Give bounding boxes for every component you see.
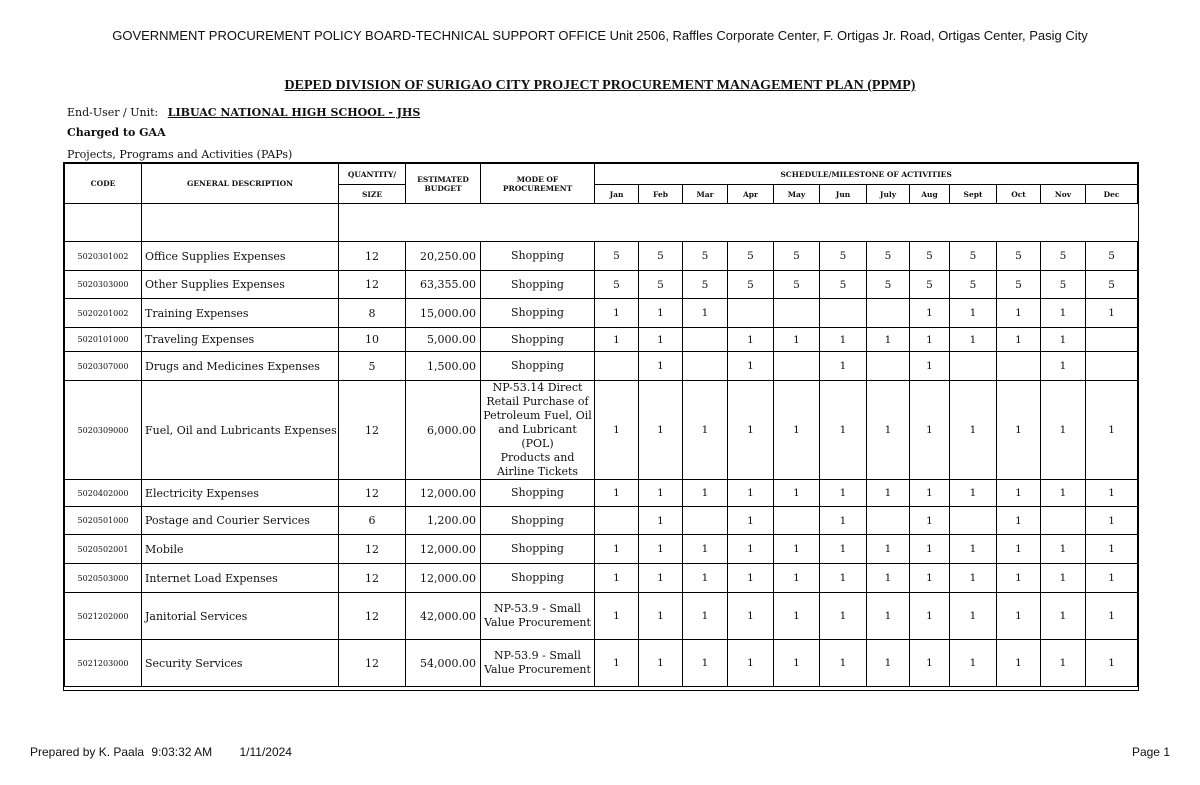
schedule-cell: 1	[910, 381, 950, 480]
item-budget: 20,250.00	[406, 242, 481, 271]
schedule-cell	[1086, 328, 1138, 352]
item-budget: 12,000.00	[406, 564, 481, 593]
schedule-cell: 1	[1041, 535, 1086, 564]
schedule-cell: 1	[683, 564, 728, 593]
schedule-cell	[1041, 507, 1086, 535]
schedule-cell: 1	[910, 535, 950, 564]
schedule-cell: 1	[1086, 564, 1138, 593]
mode-line: Shopping	[511, 513, 564, 527]
schedule-cell: 1	[1041, 480, 1086, 507]
mode-line: Shopping	[511, 277, 564, 291]
item-description: Internet Load Expenses	[142, 564, 339, 593]
schedule-cell: 1	[639, 299, 683, 328]
schedule-cell: 1	[639, 640, 683, 687]
month-header: Sept	[950, 185, 997, 204]
schedule-cell	[867, 299, 910, 328]
item-code: 5020201002	[65, 299, 142, 328]
schedule-cell: 1	[595, 299, 639, 328]
schedule-cell: 1	[1041, 299, 1086, 328]
schedule-cell	[595, 352, 639, 381]
mode-line: Value Procurement	[484, 663, 591, 676]
schedule-cell: 1	[595, 640, 639, 687]
item-quantity: 12	[339, 271, 406, 299]
schedule-cell: 1	[950, 299, 997, 328]
item-budget: 12,000.00	[406, 535, 481, 564]
charged-to-label: Charged to GAA	[67, 126, 166, 139]
item-mode	[481, 593, 595, 640]
month-header: Dec	[1086, 185, 1138, 204]
schedule-cell: 1	[950, 593, 997, 640]
schedule-cell: 1	[1086, 381, 1138, 480]
mode-line: Shopping	[511, 306, 564, 319]
schedule-cell	[1086, 352, 1138, 381]
schedule-cell: 5	[774, 242, 820, 271]
item-quantity: 12	[339, 480, 406, 507]
schedule-cell: 1	[595, 480, 639, 507]
schedule-cell: 1	[820, 535, 867, 564]
footer-prepared	[30, 745, 296, 759]
ppmp-table	[64, 163, 1138, 687]
schedule-cell: 1	[1041, 640, 1086, 687]
schedule-cell: 1	[867, 564, 910, 593]
schedule-cell: 1	[867, 381, 910, 480]
schedule-cell: 1	[639, 381, 683, 480]
schedule-cell: 5	[867, 271, 910, 299]
item-description: Fuel, Oil and Lubricants Expenses	[142, 381, 339, 480]
item-budget: 5,000.00	[406, 328, 481, 352]
item-quantity: 12	[339, 242, 406, 271]
schedule-cell: 1	[867, 480, 910, 507]
schedule-cell: 1	[950, 535, 997, 564]
schedule-cell	[774, 299, 820, 328]
item-mode	[481, 299, 595, 328]
schedule-cell	[774, 352, 820, 381]
schedule-cell: 1	[950, 640, 997, 687]
item-budget: 1,500.00	[406, 352, 481, 381]
schedule-cell: 1	[683, 381, 728, 480]
table-row	[65, 328, 1138, 352]
schedule-cell: 5	[820, 271, 867, 299]
blank-row	[65, 204, 1138, 242]
schedule-cell: 1	[595, 381, 639, 480]
item-quantity: 12	[339, 564, 406, 593]
schedule-cell: 1	[774, 381, 820, 480]
item-mode	[481, 507, 595, 535]
item-quantity: 8	[339, 299, 406, 328]
schedule-cell: 1	[728, 535, 774, 564]
schedule-cell: 5	[820, 242, 867, 271]
header-budget: ESTIMATED BUDGET	[406, 164, 481, 204]
blank-cell	[142, 204, 339, 242]
schedule-cell: 1	[728, 480, 774, 507]
schedule-cell: 1	[867, 328, 910, 352]
end-user-label: End-User / Unit:	[67, 106, 159, 119]
table-row	[65, 593, 1138, 640]
schedule-cell: 1	[1086, 299, 1138, 328]
schedule-cell	[683, 352, 728, 381]
schedule-cell: 1	[728, 507, 774, 535]
schedule-cell: 5	[867, 242, 910, 271]
header-code: CODE	[65, 164, 142, 204]
schedule-cell: 1	[1041, 593, 1086, 640]
blank-cell	[65, 204, 142, 242]
schedule-cell: 5	[728, 271, 774, 299]
item-description: Janitorial Services	[142, 593, 339, 640]
item-code: 5020501000	[65, 507, 142, 535]
item-mode	[481, 535, 595, 564]
item-code: 5020307000	[65, 352, 142, 381]
item-code: 5020502001	[65, 535, 142, 564]
mode-line: NP-53.9 - Small	[494, 649, 581, 662]
prepared-date: 1/11/2024	[239, 745, 292, 759]
schedule-cell	[950, 352, 997, 381]
mode-line: Products and	[500, 451, 575, 464]
mode-line: Shopping	[511, 542, 564, 555]
mode-line: Shopping	[511, 571, 564, 584]
item-mode	[481, 242, 595, 271]
schedule-cell: 1	[950, 480, 997, 507]
item-description: Other Supplies Expenses	[142, 271, 339, 299]
schedule-cell: 1	[820, 480, 867, 507]
schedule-cell	[820, 299, 867, 328]
schedule-cell: 1	[639, 328, 683, 352]
item-budget: 54,000.00	[406, 640, 481, 687]
schedule-cell: 5	[910, 271, 950, 299]
item-description: Mobile	[142, 535, 339, 564]
schedule-cell: 1	[997, 564, 1041, 593]
month-header: Oct	[997, 185, 1041, 204]
schedule-cell: 5	[595, 242, 639, 271]
item-description: Traveling Expenses	[142, 328, 339, 352]
header-quantity: QUANTITY/	[339, 164, 406, 185]
schedule-cell: 1	[639, 352, 683, 381]
schedule-cell: 1	[1041, 381, 1086, 480]
item-description: Training Expenses	[142, 299, 339, 328]
schedule-cell: 1	[639, 564, 683, 593]
schedule-cell: 1	[1086, 535, 1138, 564]
month-header: Apr	[728, 185, 774, 204]
schedule-cell: 1	[910, 328, 950, 352]
schedule-cell: 5	[997, 271, 1041, 299]
schedule-cell: 1	[683, 480, 728, 507]
schedule-cell: 1	[774, 564, 820, 593]
schedule-cell: 1	[639, 507, 683, 535]
month-header: Jun	[820, 185, 867, 204]
schedule-cell: 1	[820, 507, 867, 535]
schedule-cell: 1	[683, 640, 728, 687]
item-quantity: 10	[339, 328, 406, 352]
schedule-cell: 1	[1086, 480, 1138, 507]
mode-line: Shopping	[511, 249, 564, 262]
month-header: Nov	[1041, 185, 1086, 204]
schedule-cell: 1	[910, 352, 950, 381]
item-mode	[481, 564, 595, 593]
prepared-by: Prepared by K. Paala	[30, 745, 145, 759]
schedule-cell	[728, 299, 774, 328]
schedule-cell: 1	[728, 593, 774, 640]
schedule-cell: 1	[867, 640, 910, 687]
schedule-cell: 1	[774, 593, 820, 640]
item-quantity: 5	[339, 352, 406, 381]
schedule-cell: 1	[950, 564, 997, 593]
schedule-cell: 1	[867, 593, 910, 640]
paps-label: Projects, Programs and Activities (PAPs)	[67, 148, 293, 161]
item-mode	[481, 381, 595, 480]
table-row	[65, 242, 1138, 271]
end-user-value: LIBUAC NATIONAL HIGH SCHOOL - JHS	[167, 106, 421, 119]
schedule-cell: 1	[728, 381, 774, 480]
mode-line: (POL)	[521, 437, 554, 450]
item-budget: 42,000.00	[406, 593, 481, 640]
schedule-cell: 1	[997, 507, 1041, 535]
schedule-cell: 5	[683, 242, 728, 271]
mode-line: Shopping	[511, 359, 564, 372]
schedule-cell: 5	[595, 271, 639, 299]
table-row	[65, 352, 1138, 381]
item-quantity: 12	[339, 593, 406, 640]
item-description: Postage and Courier Services	[142, 507, 339, 535]
schedule-cell: 1	[820, 640, 867, 687]
schedule-cell: 1	[774, 480, 820, 507]
schedule-cell: 1	[728, 328, 774, 352]
item-budget: 12,000.00	[406, 480, 481, 507]
header-schedule: SCHEDULE/MILESTONE OF ACTIVITIES	[595, 164, 1138, 185]
item-mode	[481, 480, 595, 507]
schedule-cell: 5	[639, 271, 683, 299]
schedule-cell: 1	[910, 593, 950, 640]
schedule-cell: 1	[1086, 507, 1138, 535]
schedule-cell: 1	[820, 593, 867, 640]
item-mode	[481, 328, 595, 352]
schedule-cell: 5	[950, 242, 997, 271]
schedule-cell: 1	[997, 381, 1041, 480]
schedule-cell: 1	[910, 480, 950, 507]
schedule-cell: 1	[595, 564, 639, 593]
page-number: Page 1	[1131, 745, 1170, 759]
header-description: GENERAL DESCRIPTION	[142, 164, 339, 204]
item-description: Drugs and Medicines Expenses	[142, 352, 339, 381]
schedule-cell: 1	[595, 328, 639, 352]
schedule-cell: 1	[950, 328, 997, 352]
schedule-cell: 1	[910, 640, 950, 687]
schedule-cell: 1	[639, 593, 683, 640]
schedule-cell: 1	[683, 535, 728, 564]
schedule-cell: 1	[910, 564, 950, 593]
mode-line: Value Procurement	[484, 616, 591, 629]
item-quantity: 6	[339, 507, 406, 535]
schedule-cell: 1	[1086, 640, 1138, 687]
item-mode	[481, 640, 595, 687]
blank-cell	[339, 204, 1138, 242]
item-budget: 1,200.00	[406, 507, 481, 535]
item-budget: 63,355.00	[406, 271, 481, 299]
schedule-cell	[867, 507, 910, 535]
mode-line: NP-53.14 Direct	[492, 381, 583, 394]
table-row	[65, 535, 1138, 564]
item-quantity: 12	[339, 381, 406, 480]
office-header: GOVERNMENT PROCUREMENT POLICY BOARD-TECHNICAL SUPPORT OFFICE Unit 2506, Raffles Corporate Center, F. Ortigas Jr. Road, Ortigas Center, Pasig City	[112, 28, 1088, 43]
schedule-cell: 1	[774, 640, 820, 687]
schedule-cell: 5	[774, 271, 820, 299]
header-size: SIZE	[339, 185, 406, 204]
schedule-cell: 5	[1041, 271, 1086, 299]
schedule-cell	[683, 328, 728, 352]
schedule-cell	[950, 507, 997, 535]
schedule-cell: 5	[950, 271, 997, 299]
schedule-cell: 1	[728, 640, 774, 687]
mode-line: Shopping	[511, 332, 564, 346]
schedule-cell: 1	[997, 299, 1041, 328]
month-header: Feb	[639, 185, 683, 204]
table-row	[65, 299, 1138, 328]
schedule-cell: 1	[1041, 352, 1086, 381]
schedule-cell: 5	[1041, 242, 1086, 271]
schedule-cell	[867, 352, 910, 381]
schedule-cell: 1	[820, 564, 867, 593]
item-description: Office Supplies Expenses	[142, 242, 339, 271]
item-code: 5020309000	[65, 381, 142, 480]
schedule-cell: 1	[910, 507, 950, 535]
schedule-cell: 1	[820, 381, 867, 480]
item-code: 5020303000	[65, 271, 142, 299]
month-header: Aug	[910, 185, 950, 204]
schedule-cell: 5	[997, 242, 1041, 271]
schedule-cell: 1	[683, 299, 728, 328]
item-quantity: 12	[339, 640, 406, 687]
schedule-cell: 1	[774, 535, 820, 564]
mode-line: NP-53.9 - Small	[494, 602, 581, 615]
schedule-cell: 1	[997, 640, 1041, 687]
table-row	[65, 381, 1138, 480]
schedule-cell: 1	[639, 480, 683, 507]
item-description: Security Services	[142, 640, 339, 687]
item-budget: 15,000.00	[406, 299, 481, 328]
item-code: 5020402000	[65, 480, 142, 507]
schedule-cell: 1	[728, 352, 774, 381]
schedule-cell: 1	[820, 328, 867, 352]
month-header: May	[774, 185, 820, 204]
item-description: Electricity Expenses	[142, 480, 339, 507]
schedule-cell: 1	[997, 480, 1041, 507]
schedule-cell	[774, 507, 820, 535]
mode-line: Airline Tickets	[496, 465, 579, 478]
table-row	[65, 507, 1138, 535]
header-mode: MODE OF PROCUREMENT	[481, 164, 595, 204]
schedule-cell: 1	[774, 328, 820, 352]
item-code: 5021202000	[65, 593, 142, 640]
schedule-cell: 1	[595, 593, 639, 640]
end-user-line	[67, 106, 420, 119]
table-row	[65, 480, 1138, 507]
schedule-cell: 5	[683, 271, 728, 299]
mode-line: Shopping	[511, 486, 564, 499]
item-code: 5020301002	[65, 242, 142, 271]
month-header: Jan	[595, 185, 639, 204]
schedule-cell: 1	[639, 535, 683, 564]
schedule-cell	[595, 507, 639, 535]
schedule-cell: 1	[1041, 328, 1086, 352]
schedule-cell: 1	[728, 564, 774, 593]
prepared-time: 9:03:32 AM	[151, 745, 213, 759]
schedule-cell: 1	[997, 593, 1041, 640]
schedule-cell: 1	[1086, 593, 1138, 640]
schedule-cell: 5	[728, 242, 774, 271]
schedule-cell: 1	[820, 352, 867, 381]
table-row	[65, 271, 1138, 299]
schedule-cell: 1	[997, 328, 1041, 352]
schedule-cell: 5	[1086, 242, 1138, 271]
schedule-cell	[997, 352, 1041, 381]
item-mode	[481, 271, 595, 299]
schedule-cell: 1	[683, 593, 728, 640]
table-row	[65, 640, 1138, 687]
item-code: 5020101000	[65, 328, 142, 352]
item-code: 5020503000	[65, 564, 142, 593]
schedule-cell: 1	[910, 299, 950, 328]
item-mode	[481, 352, 595, 381]
schedule-cell: 5	[1086, 271, 1138, 299]
schedule-cell: 1	[1041, 564, 1086, 593]
item-quantity: 12	[339, 535, 406, 564]
item-budget: 6,000.00	[406, 381, 481, 480]
month-header: July	[867, 185, 910, 204]
schedule-cell: 5	[639, 242, 683, 271]
schedule-cell: 1	[595, 535, 639, 564]
schedule-cell	[683, 507, 728, 535]
mode-line: Retail Purchase of	[486, 395, 589, 408]
month-header: Mar	[683, 185, 728, 204]
mode-line: and Lubricant	[498, 423, 577, 436]
page-title: DEPED DIVISION OF SURIGAO CITY PROJECT PROCUREMENT MANAGEMENT PLAN (PPMP)	[284, 78, 916, 93]
schedule-cell: 1	[997, 535, 1041, 564]
schedule-cell: 1	[950, 381, 997, 480]
table-row	[65, 564, 1138, 593]
mode-line: Petroleum Fuel, Oil	[483, 409, 592, 422]
item-code: 5021203000	[65, 640, 142, 687]
schedule-cell: 5	[910, 242, 950, 271]
schedule-cell: 1	[867, 535, 910, 564]
